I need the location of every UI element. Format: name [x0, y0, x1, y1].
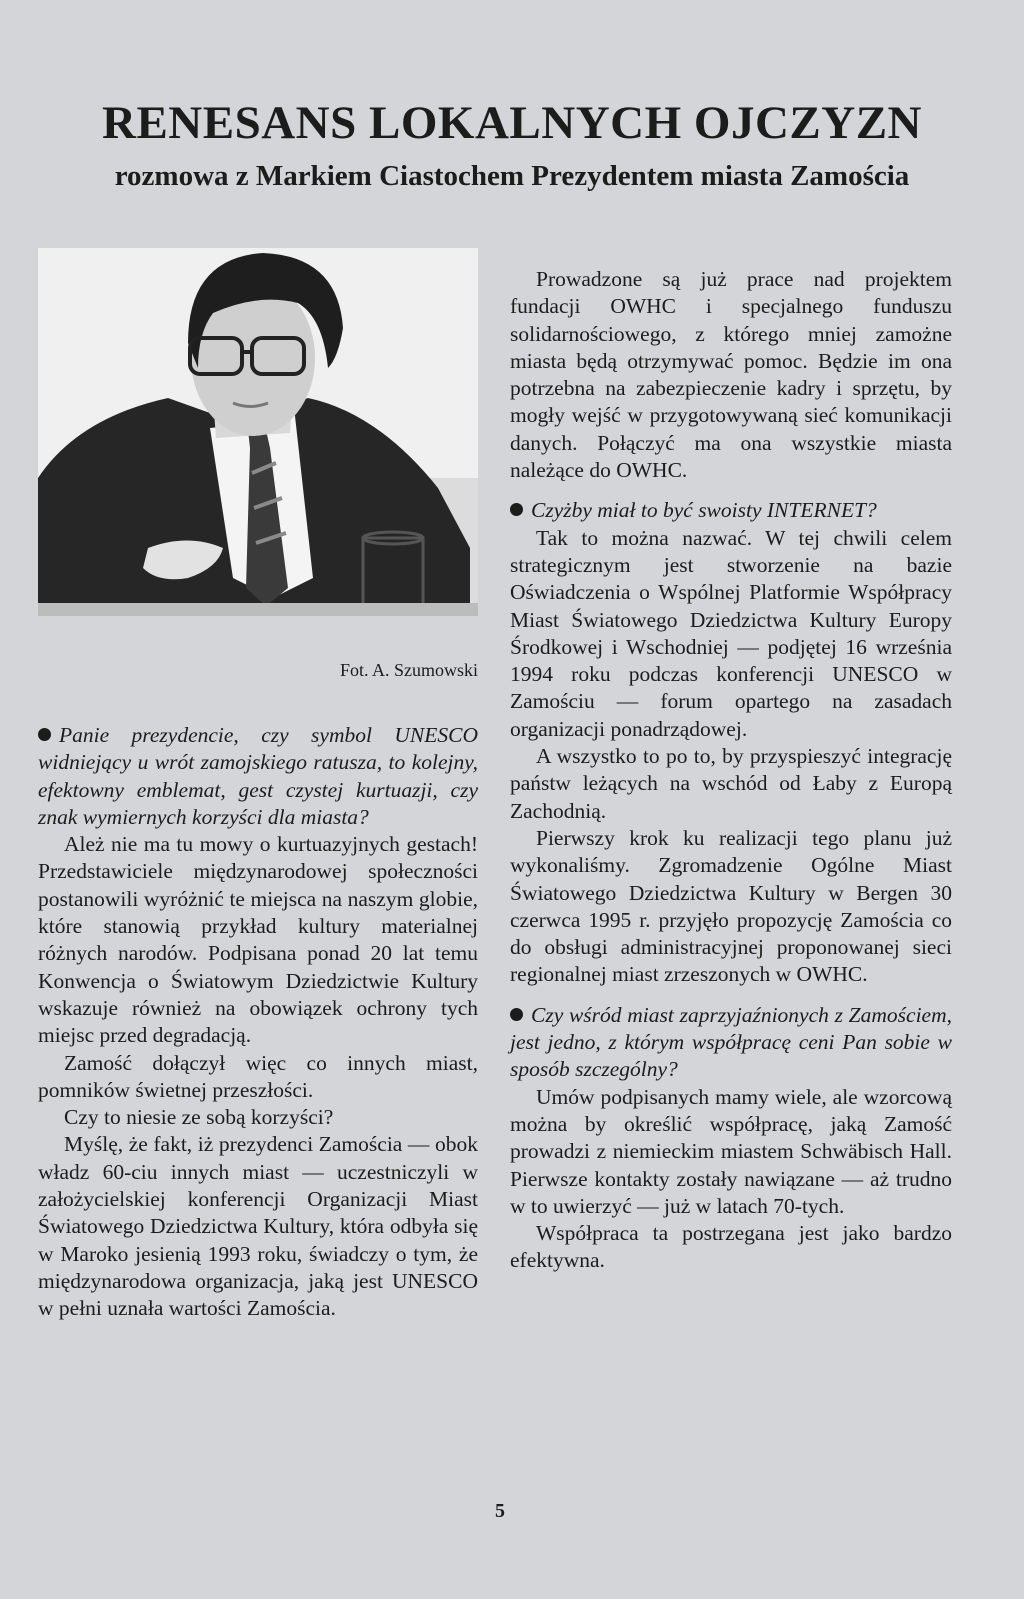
right-column [510, 266, 952, 1275]
answer-paragraph: Myślę, że fakt, iż prezydenci Zamościa — obok władz 60-ciu innych miast — uczestniczyli w założycielskiej konferencji Organizacji Miast Światowego Dziedzictwa Kultury, która odbyła się w Maroko jesienią 1993 roku, świadczy o tym, że międzynarodowa organizacja, jaką jest UNESCO w pełni uznała wartości Zamościa. [38, 1132, 478, 1321]
bullet-icon [38, 728, 51, 741]
answer-paragraph: Współpraca ta postrzegana jest jako bardzo efektywna. [510, 1221, 952, 1273]
answer-paragraph: A wszystko to po to, by przyspieszyć integrację państw leżących na wschód od Łaby z Europą Zachodnią. [510, 744, 952, 823]
answer-paragraph: Umów podpisanych mamy wiele, ale wzorcową można by określić współpracę, jaką Zamość prowadzi z niemieckim miastem Schwäbisch Hall. Pierwsze kontakty zostały nawiązane — aż trudno w to uwierzyć — już w latach 70-tych. [510, 1084, 952, 1218]
question-paragraph: Panie prezydencie, czy symbol UNESCO widniejący u wrót zamojskiego ratusza, to kolejny, efektowny emblemat, gest czystej kurtuazji, czy znak wymiernych korzyści dla miasta? [38, 723, 478, 829]
answer-paragraph: Zamość dołączył więc co innych miast, pomników świetnej przeszłości. [38, 1050, 478, 1102]
left-column [38, 722, 478, 1323]
photo-credit: Fot. A. Szumowski [339, 660, 478, 680]
bullet-icon [510, 1008, 523, 1021]
question-paragraph: Czyżby miał to być swoisty INTERNET? [510, 497, 952, 524]
article-title: RENESANS LOKALNYCH OJCZYZN [102, 97, 922, 149]
portrait-photo [38, 248, 478, 616]
answer-paragraph: Pierwszy krok ku realizacji tego planu już wykonaliśmy. Zgromadzenie Ogólne Miast Światowego Dziedzictwa Kultury w Bergen 30 czerwca 1995 r. przyjęło propozycję Zamościa co do obsługi administracyjnej proponowanej sieci regionalnej miast zrzeszonych w OWHC. [510, 825, 952, 987]
page-number: 5 [495, 1500, 505, 1522]
answer-paragraph: Ależ nie ma tu mowy o kurtuazyjnych gestach! Przedstawiciele międzynarodowej społeczności postanowili wyróżnić te miejsca na naszym globie, które stanowią przykład kultury materialnej różnych narodów. Podpisana ponad 20 lat temu Konwencja o Światowym Dziedzictwie Kultury wskazuje również na obowiązek ochrony tych miejsc przed degradacją. [38, 832, 478, 1048]
bullet-icon [510, 503, 523, 516]
article-subtitle: rozmowa z Markiem Ciastochem Prezydentem miasta Zamościa [114, 160, 910, 192]
answer-paragraph: Prowadzone są już prace nad projektem fundacji OWHC i specjalnego funduszu solidarnościowego, z którego mniej zamożne miasta będą otrzymywać pomoc. Będzie im ona potrzebna na zabezpieczenie kadry i sprzętu, by mogły wejść w przygotowywaną sieć komunikacji danych. Połączyć ma ona wszystkie miasta należące do OWHC. [510, 267, 952, 483]
question-paragraph: Czy wśród miast zaprzyjaźnionych z Zamościem, jest jedno, z którym współpracę ceni Pan sobie w sposób szczególny? [510, 1002, 952, 1082]
answer-paragraph: Czy to niesie ze sobą korzyści? [64, 1105, 334, 1130]
answer-paragraph: Tak to można nazwać. W tej chwili celem strategicznym jest stworzenie na bazie Oświadczenia o Wspólnej Platformie Współpracy Miast Światowego Dziedzictwa Kultury Europy Środkowej i Wschodniej — podjętej 16 września 1994 roku podczas konferencji UNESCO w Zamościu — forum opartego na zasadach organizacji ponadrządowej. [510, 525, 952, 741]
